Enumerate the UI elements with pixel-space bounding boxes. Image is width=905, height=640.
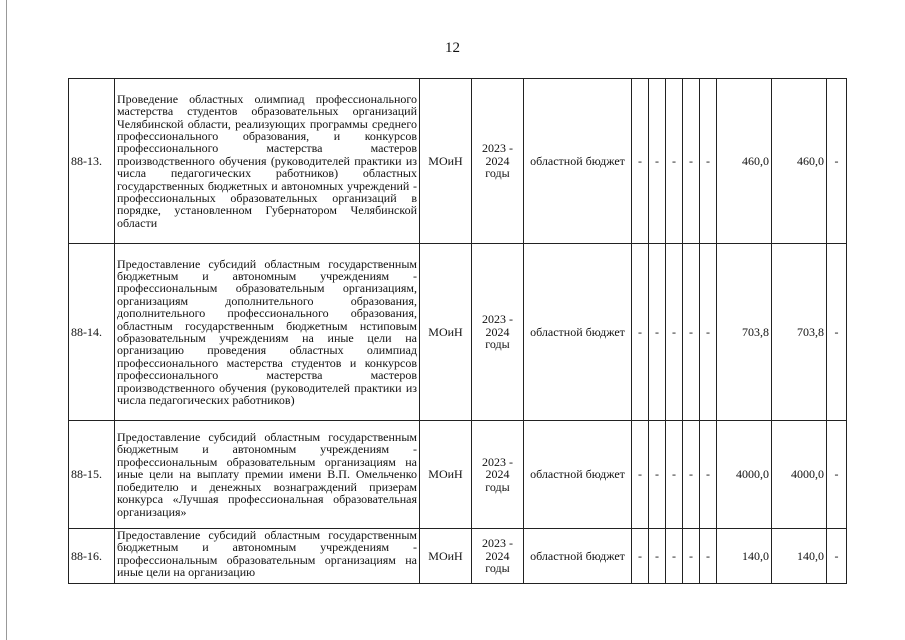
value-cell: - (700, 244, 717, 421)
amount-cell: 140,0 (717, 529, 772, 584)
period-cell: 2023 - 2024 годы (472, 79, 524, 244)
period-cell: 2023 - 2024 годы (472, 244, 524, 421)
value-cell: - (666, 79, 683, 244)
period-cell: 2023 - 2024 годы (472, 529, 524, 584)
value-cell: - (632, 421, 649, 529)
executor-cell: МОиН (420, 421, 472, 529)
value-cell: - (649, 79, 666, 244)
value-cell: - (632, 244, 649, 421)
row-number: 88-13. (69, 79, 115, 244)
funding-source-cell: областной бюджет (524, 421, 632, 529)
funding-source-cell: областной бюджет (524, 244, 632, 421)
value-cell: - (827, 421, 847, 529)
value-cell: - (700, 421, 717, 529)
value-cell: - (649, 529, 666, 584)
value-cell: - (827, 244, 847, 421)
page-edge-rule (6, 0, 7, 640)
amount-cell: 703,8 (717, 244, 772, 421)
value-cell: - (700, 79, 717, 244)
value-cell: - (649, 421, 666, 529)
total-cell: 703,8 (772, 244, 827, 421)
page-number: 12 (445, 40, 460, 56)
total-cell: 140,0 (772, 529, 827, 584)
value-cell: - (632, 79, 649, 244)
value-cell: - (649, 244, 666, 421)
value-cell: - (666, 244, 683, 421)
row-number: 88-15. (69, 421, 115, 529)
total-cell: 4000,0 (772, 421, 827, 529)
activity-description: Предоставление субсидий областным государственным бюджетным и автономным учреждениям - профессиональным образовательным организациям на иные цели на выплату премии имени В.П. Омельченко победителю и денежных вознаграждений призерам конкурса «Лучшая профессиональная образовательная организация» (115, 421, 420, 529)
activity-description: Предоставление субсидий областным государственным бюджетным и автономным учреждениям - профессиональным образовательным организациям, организациям дополнительного образования, дополнительного профессионального образования, областным государственным бюджетным нстиповым образовательным учреждениям на иные цели на организацию проведения областных олимпиад профессионального мастерства студентов и конкурсов профессионального мастерства мастеров производственного обучения (руководителей практики из числа педагогических работников) (115, 244, 420, 421)
table-row (69, 244, 847, 421)
row-number: 88-16. (69, 529, 115, 584)
value-cell: - (683, 529, 700, 584)
amount-cell: 460,0 (717, 79, 772, 244)
value-cell: - (683, 244, 700, 421)
funding-source-cell: областной бюджет (524, 529, 632, 584)
value-cell: - (666, 421, 683, 529)
value-cell: - (700, 529, 717, 584)
funding-source-cell: областной бюджет (524, 79, 632, 244)
value-cell: - (666, 529, 683, 584)
value-cell: - (683, 79, 700, 244)
executor-cell: МОиН (420, 244, 472, 421)
table-row (69, 79, 847, 244)
executor-cell: МОиН (420, 79, 472, 244)
period-cell: 2023 - 2024 годы (472, 421, 524, 529)
value-cell: - (827, 529, 847, 584)
activity-description: Предоставление субсидий областным государственным бюджетным и автономным учреждениям - профессиональным образовательным организациям на иные цели на организацию (115, 529, 420, 584)
total-cell: 460,0 (772, 79, 827, 244)
value-cell: - (827, 79, 847, 244)
executor-cell: МОиН (420, 529, 472, 584)
value-cell: - (632, 529, 649, 584)
activity-description: Проведение областных олимпиад профессионального мастерства студентов образовательных организаций Челябинской области, реализующих программы среднего профессионального образования, и конкурсов профессионального мастерства мастеров производственного обучения (руководителей практики из числа педагогических работников) областных государственных бюджетных и автономных учреждений - профессиональных образовательных организаций в порядке, установленном Губернатором Челябинской области (115, 79, 420, 244)
value-cell: - (683, 421, 700, 529)
table-row (69, 421, 847, 529)
table-row (69, 529, 847, 584)
amount-cell: 4000,0 (717, 421, 772, 529)
row-number: 88-14. (69, 244, 115, 421)
activities-table (68, 78, 847, 584)
